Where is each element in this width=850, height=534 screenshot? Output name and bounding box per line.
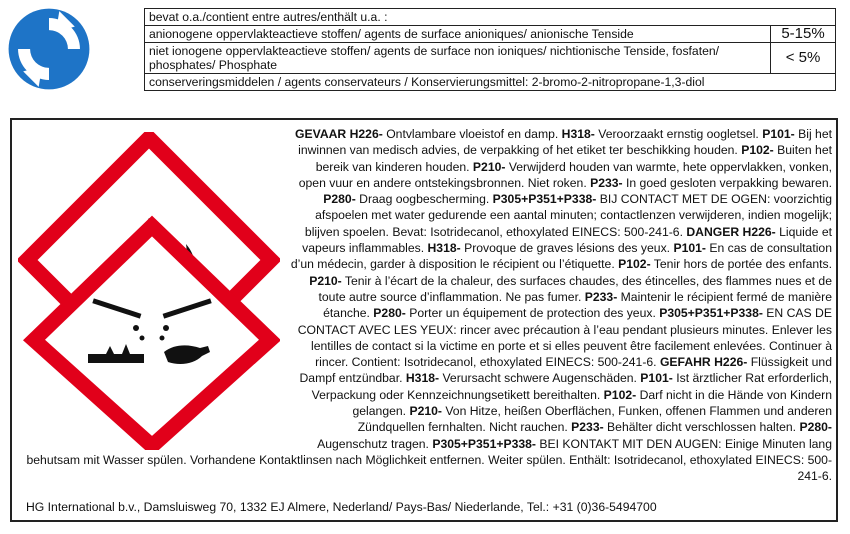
statement-code: P233- (584, 289, 618, 304)
statement-code: P210- (309, 273, 342, 288)
statement-text: Darf nicht in die Hände von Kindern gelangen. (352, 387, 832, 419)
statement-code: H318- (427, 241, 461, 256)
statement-code: P102- (741, 143, 774, 158)
statement-text: Augenschutz tragen. (317, 436, 433, 451)
statement-text: Draag oogbescherming. (355, 192, 493, 207)
ingredient-row (145, 9, 836, 26)
statement-text: Flüssigkeit und Dampf entzündbar. (299, 355, 832, 386)
ingredient-text: conserveringsmiddelen / agents conservateurs / Konservierungsmittel: 2-bromo-2-nitropropane-1,3-diol (145, 74, 836, 91)
green-dot-recycle-icon (6, 6, 92, 92)
statement-code: P305+P351+P338- (432, 436, 536, 451)
statement-text: Buiten het bereik van kinderen houden. (315, 143, 832, 174)
statement-text: Provoque de graves lésions des yeux. (460, 241, 674, 256)
statement-code: P280- (323, 192, 356, 207)
statement-code: P233- (590, 175, 623, 190)
statement-text: Verwijderd houden van warmte, hete oppervlakken, vonken, open vuur en andere ontstekingsbronnen. Niet roken. (298, 159, 832, 190)
statement-text: Ist ärztlicher Rat erforderlich, Verpackung oder Kennzeichnungsetikett bereithalten. (311, 371, 832, 402)
statement-text: In goed gesloten verpakking bewaren. (622, 175, 832, 190)
hazard-warning-box (10, 118, 838, 522)
statement-text: Von Hitze, heißen Oberflächen, Funken, offenen Flammen und anderen Zündquellen fernhalten. Nicht rauchen. (357, 404, 832, 435)
ingredient-text: bevat o.a./contient entre autres/enthält u.a. : (145, 9, 836, 26)
ingredient-row (145, 26, 836, 43)
manufacturer-address: HG International b.v., Damsluisweg 70, 1332 EJ Almere, Nederland/ Pays-Bas/ Niederlande, Tel.: +31 (0)36-5494700 (26, 500, 657, 514)
statement-text: EN CAS DE CONTACT AVEC LES YEUX: rincer avec précaution à l’eau pendant plusieurs minutes. Enlever les lentilles de contact si la victime en porte et si elles peuvent être facilement enlevées. Continuer à rincer. Contient: Isotridecanol, ethoxylated EINECS: 500-241-6. (297, 306, 832, 370)
statement-code: P280- (799, 420, 832, 435)
ingredients-table (144, 8, 836, 91)
statement-code: P101- (673, 241, 706, 256)
statement-text: Bij het inwinnen van medisch advies, de verpakking of het etiket ter beschikking houden. (298, 127, 832, 158)
statement-code: H318- (405, 371, 440, 386)
statement-code: P210- (472, 159, 506, 174)
statement-code: P305+P351+P338- (492, 192, 597, 207)
statement-text: Liquide et vapeurs inflammables. (302, 224, 832, 256)
statement-text: Behälter dicht verschlossen halten. (603, 420, 800, 435)
statement-text: Porter un équipement de protection des yeux. (405, 306, 660, 321)
statement-code: DANGER H226- (686, 224, 776, 239)
statement-code: P101- (762, 127, 795, 141)
statement-text: Verursacht schwere Augenschäden. (439, 371, 641, 386)
ingredient-percentage: < 5% (771, 43, 836, 74)
ingredient-row (145, 43, 836, 74)
statement-code: P102- (618, 257, 651, 272)
ingredient-row (145, 74, 836, 91)
statement-code: P102- (603, 387, 637, 402)
ingredient-text: anionogene oppervlakteactieve stoffen/ agents de surface anioniques/ anionische Tenside (145, 26, 771, 43)
statement-code: GEVAAR H226- (294, 127, 383, 141)
statement-text: En cas de consultation d’un médecin, garder à disposition le récipient ou l’étiquette. (290, 241, 832, 272)
statement-code: P305+P351+P338- (659, 306, 763, 321)
statement-text: Tenir hors de portée des enfants. (650, 257, 832, 272)
ingredient-percentage: 5-15% (771, 26, 836, 43)
statement-text: Ontvlambare vloeistof en damp. (382, 127, 562, 141)
statement-text: BIJ CONTACT MET DE OGEN: voorzichtig afspoelen met water gedurende een aantal minuten; contactlenzen verwijderen, indien mogelijk; blijven spoelen. Bevat: Isotridecanol, ethoxylated EINECS: 500-241-6. (304, 192, 832, 239)
hazard-statements (16, 126, 832, 485)
statement-text: Tenir à l’écart de la chaleur, des surfaces chaudes, des étincelles, des flammes nues et de toute autre source d’inflammation. Ne pas fumer. (318, 273, 832, 304)
statement-code: H318- (561, 127, 595, 141)
statement-text: Maintenir le récipient fermé de manière étanche. (323, 289, 832, 321)
statement-code: P233- (571, 420, 604, 435)
statement-code: P101- (640, 371, 673, 386)
statement-text: BEI KONTAKT MIT DEN AUGEN: Einige Minuten lang behutsam mit Wasser spülen. Vorhandene Kontaktlinsen nach Möglichkeit entfernen. Weiter spülen. Enthält: Isotridecanol, ethoxylated EINECS: 500-241-6. (26, 436, 832, 484)
statement-code: P210- (409, 404, 442, 419)
statement-text: Veroorzaakt ernstig oogletsel. (594, 127, 763, 141)
statement-code: P280- (373, 306, 406, 321)
statement-code: GEFAHR H226- (659, 355, 748, 370)
ingredient-text: niet ionogene oppervlakteactieve stoffen/ agents de surface non ioniques/ nichtionische Tenside, fosfaten/ phosphates/ Phosphate (145, 43, 771, 74)
